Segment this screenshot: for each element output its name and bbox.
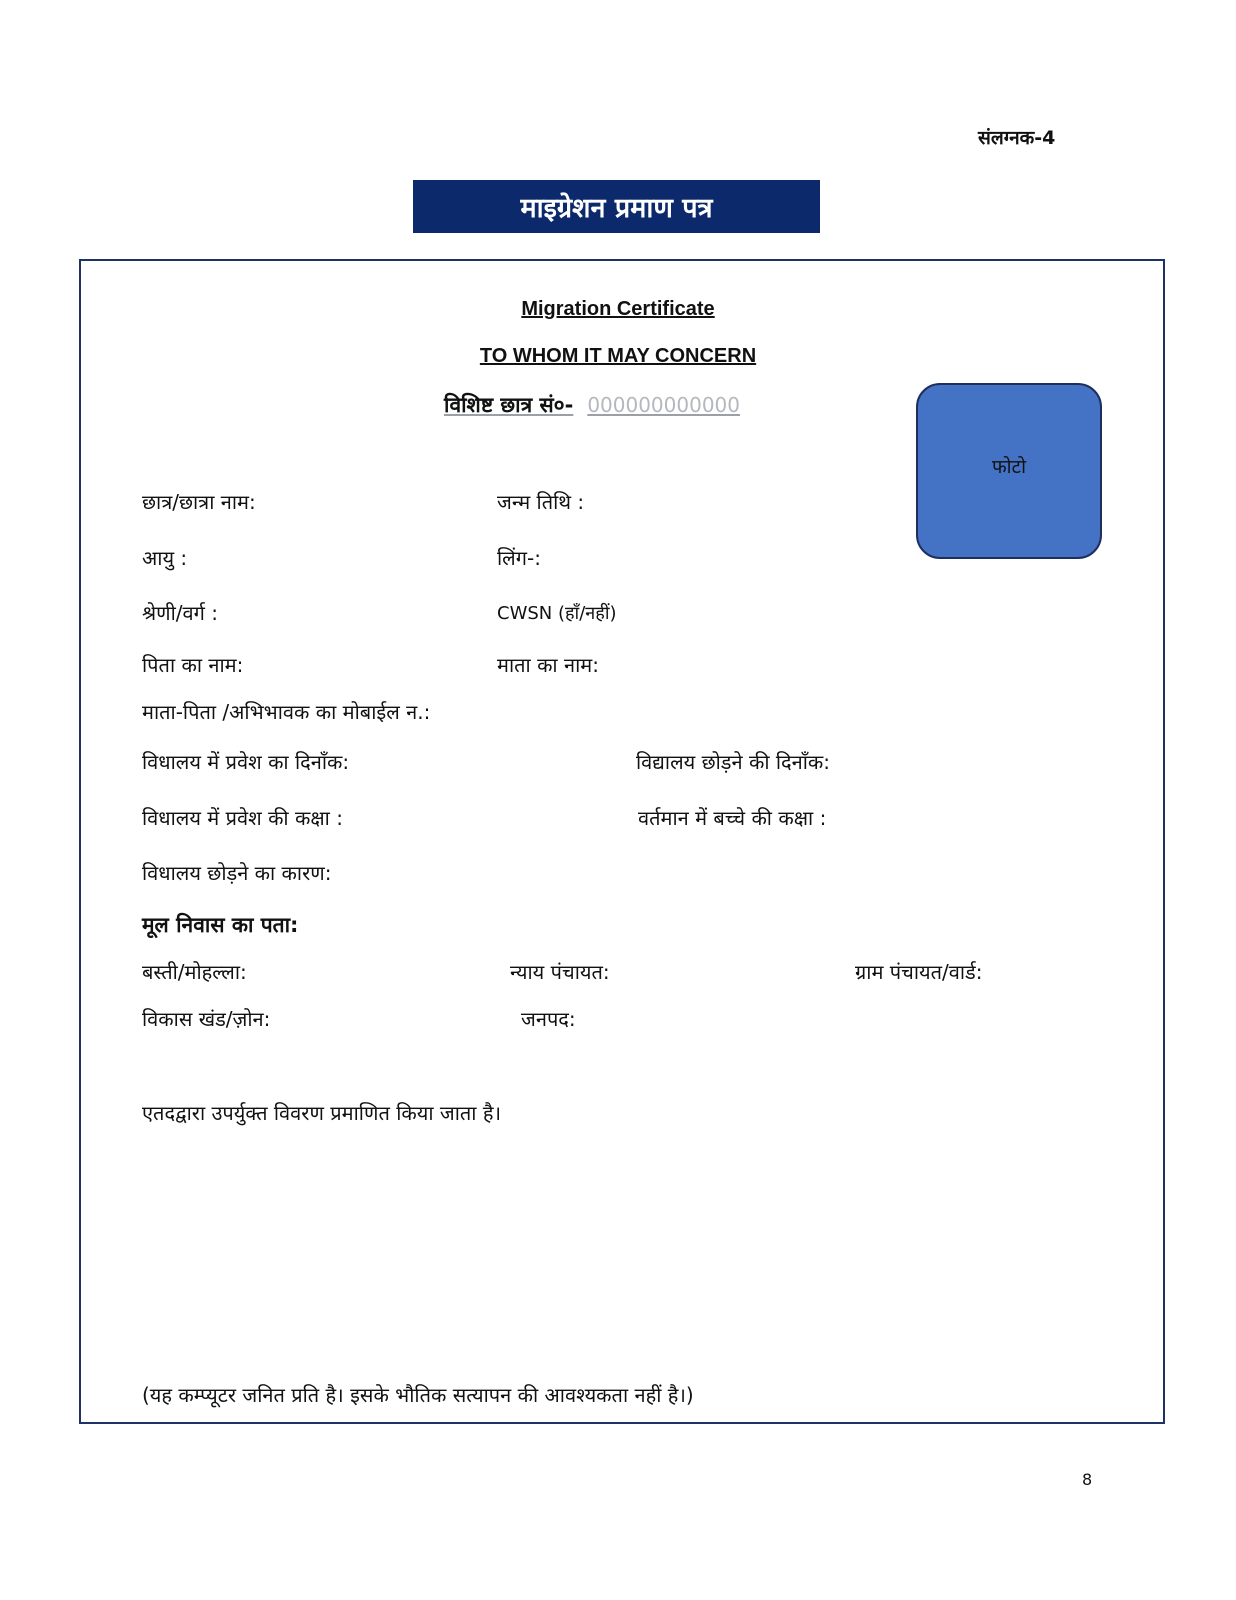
dob-field: जन्म तिथि : <box>497 490 585 514</box>
footer-note: (यह कम्प्यूटर जनित प्रति है। इसके भौतिक सत्यापन की आवश्यकता नहीं है।) <box>142 1383 694 1407</box>
certificate-banner <box>413 180 820 233</box>
district-field: जनपद: <box>521 1007 576 1031</box>
leaving-reason-field: विधालय छोड़ने का कारण: <box>142 861 332 885</box>
locality-field: बस्ती/मोहल्ला: <box>142 960 247 984</box>
student-id-line <box>444 391 740 419</box>
nyay-panchayat-field: न्याय पंचायत: <box>510 960 610 984</box>
photo-label: फोटो <box>991 456 1027 478</box>
mother-name-field: माता का नाम: <box>497 653 599 677</box>
block-field: विकास खंड/ज़ोन: <box>142 1007 271 1031</box>
certificate-title: Migration Certificate <box>521 298 715 320</box>
admission-class-field: विधालय में प्रवेश की कक्षा : <box>142 806 343 830</box>
father-name-field: पिता का नाम: <box>142 653 244 677</box>
admission-date-field: विधालय में प्रवेश का दिनाँक: <box>142 750 350 774</box>
certification-statement: एतदद्वारा उपर्युक्त विवरण प्रमाणित किया जाता है। <box>142 1101 502 1125</box>
category-field: श्रेणी/वर्ग : <box>142 601 219 625</box>
page-number: 8 <box>1082 1470 1093 1489</box>
current-class-field: वर्तमान में बच्चे की कक्षा : <box>638 806 827 830</box>
banner-title: माइग्रेशन प्रमाण पत्र <box>520 193 713 224</box>
leaving-date-field: विद्यालय छोड़ने की दिनाँक: <box>636 750 831 774</box>
address-heading: मूल निवास का पता: <box>142 913 299 937</box>
cwsn-field: CWSN (हाँ/नहीं) <box>497 603 617 624</box>
certificate-subtitle: TO WHOM IT MAY CONCERN <box>479 345 757 367</box>
student-id-label: विशिष्ट छात्र सं०- <box>444 393 574 417</box>
age-field: आयु : <box>142 546 188 570</box>
gram-panchayat-field: ग्राम पंचायत/वार्ड: <box>855 960 983 984</box>
photo-box <box>916 383 1102 559</box>
gender-field: लिंग-: <box>497 546 541 570</box>
student-id-value: 000000000000 <box>587 393 741 417</box>
student-name-field: छात्र/छात्रा नाम: <box>142 490 256 514</box>
annexure-label: संलग्नक-4 <box>978 127 1056 149</box>
mobile-field: माता-पिता /अभिभावक का मोबाईल न.: <box>142 700 431 724</box>
